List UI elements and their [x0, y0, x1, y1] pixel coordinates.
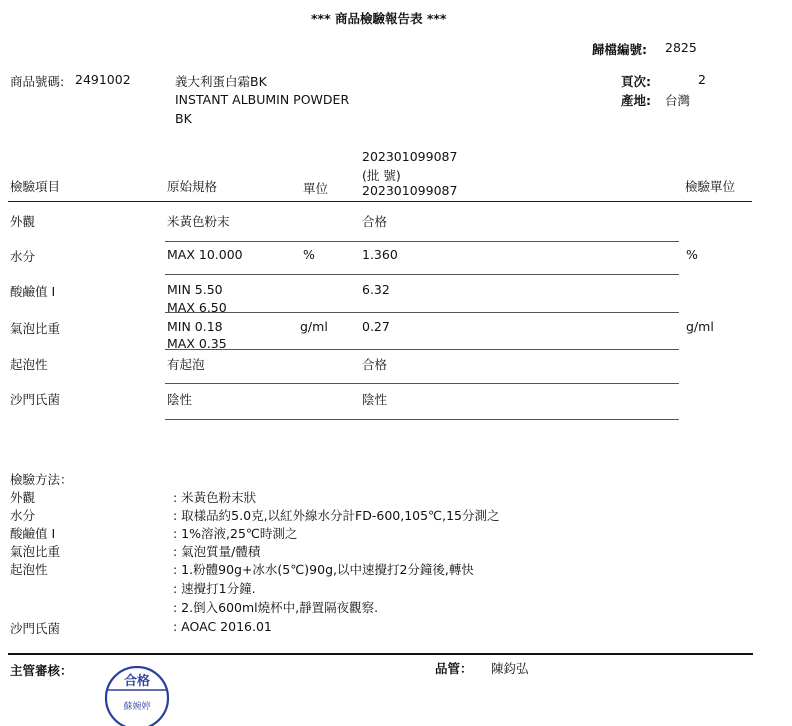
batch-number-top: 202301099087: [362, 149, 458, 164]
row-rule: [165, 241, 679, 242]
row-rule: [165, 349, 679, 350]
row-spec: MAX 6.50: [167, 300, 227, 315]
methods-heading: 檢驗方法：: [10, 472, 73, 487]
page-value: 2: [698, 72, 706, 87]
method-text: : 1.粉體90g+冰水(5℃)90g,以中速攪打2分鐘後,轉快: [173, 562, 474, 577]
row-spec: MAX 0.35: [167, 336, 227, 351]
row-result: 合格: [362, 214, 388, 229]
row-item: 酸鹼值 I: [10, 284, 56, 299]
batch-label: (批 號): [362, 168, 401, 183]
origin-label: 產地:: [621, 93, 651, 108]
row-result: 陰性: [362, 392, 388, 407]
approval-stamp: [103, 666, 171, 726]
header-rule: [8, 201, 752, 202]
row-result: 合格: [362, 357, 388, 372]
method-text: : 2.倒入600ml燒杯中,靜置隔夜觀察.: [173, 600, 379, 615]
batch-number-bottom: 202301099087: [362, 183, 458, 198]
method-text: : 米黃色粉末狀: [173, 490, 257, 505]
row-rule: [165, 419, 679, 420]
file-number-label: 歸檔編號:: [592, 42, 647, 57]
row-rule: [165, 383, 679, 384]
page-label: 頁次:: [621, 74, 651, 89]
row-spec: MAX 10.000: [167, 247, 243, 262]
method-label: 酸鹼值 I: [10, 526, 56, 541]
row-spec: 陰性: [167, 392, 193, 407]
row-item: 沙門氏菌: [10, 392, 61, 407]
footer-rule: [8, 653, 753, 655]
column-header-spec: 原始規格: [167, 179, 218, 194]
row-item: 外觀: [10, 214, 36, 229]
file-number-value: 2825: [665, 40, 697, 55]
row-rule: [165, 312, 679, 313]
row-rule: [165, 274, 679, 275]
method-text: : 速攪打1分鐘.: [173, 581, 256, 596]
product-name-line-1: 義大利蛋白霜BK: [175, 74, 267, 89]
method-text: : 1%溶液,25℃時測之: [173, 526, 298, 541]
row-spec: MIN 0.18: [167, 319, 223, 334]
product-name-line-3: BK: [175, 111, 192, 126]
product-code-label: 商品號碼:: [10, 74, 65, 89]
column-header-test-unit: 檢驗單位: [685, 179, 736, 194]
method-label: 沙門氏菌: [10, 621, 61, 636]
row-result: 1.360: [362, 247, 398, 262]
method-label: 外觀: [10, 490, 36, 505]
method-text: : 取樣品約5.0克,以紅外線水分計FD-600,105℃,15分測之: [173, 508, 500, 523]
method-label: 起泡性: [10, 562, 48, 577]
report-title: *** 商品檢驗報告表 ***: [311, 11, 447, 26]
origin-value: 台灣: [665, 93, 691, 108]
row-item: 水分: [10, 249, 36, 264]
stamp-top-text: 合格: [123, 674, 151, 689]
row-spec: 有起泡: [167, 357, 205, 372]
row-item: 氣泡比重: [10, 321, 61, 336]
stamp-bottom-text: 蘇婉婷: [123, 702, 151, 712]
qc-label: 品管：: [435, 661, 473, 676]
supervisor-label: 主管審核：: [10, 663, 73, 678]
qc-name: 陳鈞弘: [491, 661, 529, 676]
row-result: 6.32: [362, 282, 390, 297]
row-unit: g/ml: [300, 319, 328, 334]
row-item: 起泡性: [10, 357, 48, 372]
column-header-unit: 單位: [303, 181, 329, 196]
row-test-unit: g/ml: [686, 319, 714, 334]
column-header-item: 檢驗項目: [10, 179, 61, 194]
row-spec: 米黃色粉末: [167, 214, 230, 229]
method-label: 氣泡比重: [10, 544, 61, 559]
row-spec: MIN 5.50: [167, 282, 223, 297]
method-text: : 氣泡質量/體積: [173, 544, 261, 559]
product-code-value: 2491002: [75, 72, 131, 87]
row-result: 0.27: [362, 319, 390, 334]
method-text: : AOAC 2016.01: [173, 619, 272, 634]
row-test-unit: %: [686, 247, 698, 262]
product-name-line-2: INSTANT ALBUMIN POWDER: [175, 92, 350, 107]
row-unit: %: [303, 247, 315, 262]
method-label: 水分: [10, 508, 36, 523]
